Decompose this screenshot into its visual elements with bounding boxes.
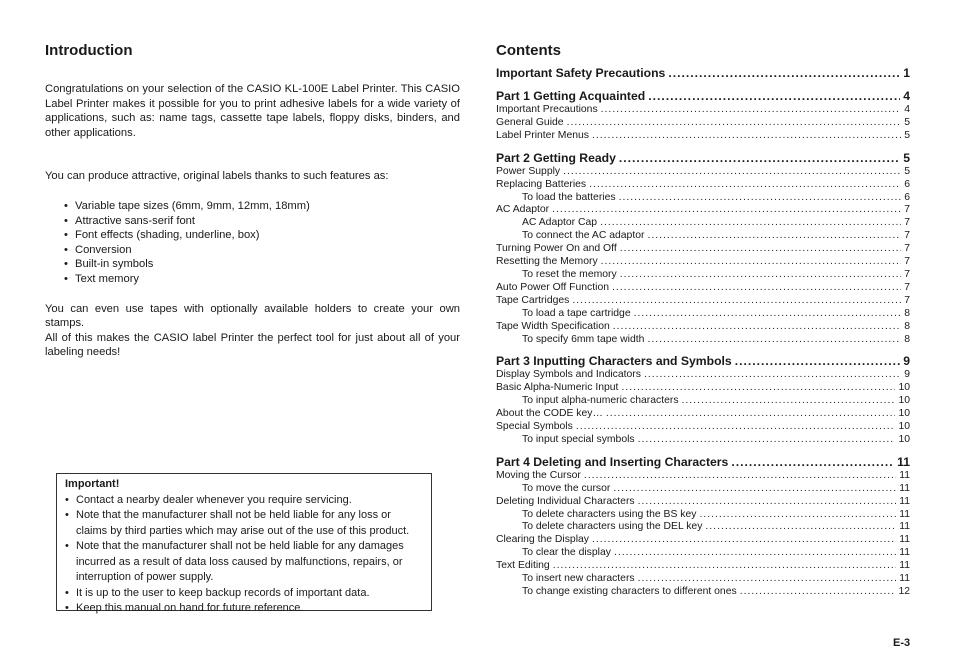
toc-subentry-page: 11 [899, 573, 910, 585]
toc-subentry-title: To specify 6mm tape width [522, 333, 645, 345]
toc-entry [496, 421, 910, 434]
toc-entry-page: 7 [904, 256, 910, 268]
toc-entry-title: Important Precautions [496, 104, 598, 115]
contents-heading: Contents [496, 42, 561, 59]
dot-leader [614, 547, 896, 560]
toc-subentry [496, 483, 910, 496]
dot-leader [613, 321, 901, 334]
dot-leader [619, 192, 902, 205]
toc-entry-page: 9 [904, 369, 910, 381]
toc-entry [496, 369, 910, 382]
dot-leader [601, 104, 902, 117]
feature-item: • Built-in symbols [45, 257, 460, 272]
toc-section-heading [496, 151, 910, 166]
toc-entry [496, 408, 910, 421]
toc-entry [496, 321, 910, 334]
dot-leader [592, 130, 901, 143]
toc-entry [496, 382, 910, 395]
dot-leader [634, 308, 902, 321]
important-item: • Keep this manual on hand for future reference. [65, 601, 423, 617]
dot-leader [584, 470, 896, 483]
page-number: E-3 [893, 637, 911, 649]
toc-section-heading-page: 1 [903, 66, 910, 80]
dot-leader [619, 151, 900, 166]
dot-leader [648, 89, 900, 104]
dot-leader [638, 434, 896, 447]
toc-entry-title: AC Adaptor [496, 204, 550, 216]
dot-leader [600, 217, 901, 230]
toc-subentry-title: To delete characters using the DEL key [522, 521, 703, 533]
toc-section-heading [496, 354, 910, 369]
toc-subentry-page: 11 [899, 482, 910, 494]
important-item: • Note that the manufacturer shall not be held liable for any loss or claims by third parties which may arise out of the use of this product. [65, 508, 423, 539]
dot-leader [601, 256, 902, 269]
toc-entry [496, 104, 910, 117]
dot-leader [613, 483, 896, 496]
toc-subentry-page: 7 [904, 217, 910, 229]
toc-subentry-title: To reset the memory [522, 268, 617, 280]
toc-entry-title: Special Symbols [496, 421, 573, 433]
toc-section-heading-title: Part 4 Deleting and Inserting Characters [496, 454, 729, 469]
toc-subentry-page: 7 [904, 268, 910, 280]
intro-paragraph-4: All of this makes the CASIO label Printer the perfect tool for just about all of your labeling needs! [45, 331, 460, 359]
toc-entry-title: Text Editing [496, 560, 550, 572]
toc-entry-title: General Guide [496, 116, 564, 128]
dot-leader [567, 117, 902, 130]
dot-leader [731, 455, 894, 470]
toc-entry [496, 534, 910, 547]
toc-entry-page: 5 [904, 129, 910, 141]
dot-leader [612, 282, 901, 295]
toc-entry-title: Tape Width Specification [496, 320, 610, 332]
intro-paragraph-3: You can even use tapes with optionally available holders to create your own stamps. [45, 302, 460, 330]
toc-entry [496, 166, 910, 179]
toc-section-heading-title: Part 3 Inputting Characters and Symbols [496, 354, 732, 369]
toc-entry-page: 10 [898, 408, 910, 420]
toc-entry-title: Clearing the Display [496, 534, 589, 546]
toc-subentry-page: 11 [899, 508, 910, 520]
feature-item: • Font effects (shading, underline, box) [45, 228, 460, 243]
toc-entry-page: 7 [904, 281, 910, 293]
toc-subentry-title: To delete characters using the BS key [522, 508, 697, 520]
important-notice-box [56, 473, 432, 614]
toc-entry [496, 560, 910, 573]
toc-entry-title: Deleting Individual Characters [496, 495, 635, 507]
dot-leader [699, 509, 896, 522]
toc-subentry-title: To insert new characters [522, 573, 635, 585]
toc-subentry-page: 10 [898, 433, 910, 445]
important-item: • Note that the manufacturer shall not be held liable for any damages incurred as a result of data loss caused by malfunctions, repairs, or interruption of power supply. [65, 539, 423, 586]
dot-leader [552, 204, 901, 217]
toc-entry-page: 7 [904, 204, 910, 216]
toc-entry-title: About the CODE key… [496, 408, 603, 420]
toc-entry [496, 470, 910, 483]
toc-subentry [496, 586, 910, 599]
toc-subentry [496, 269, 910, 282]
toc-entry-title: Auto Power Off Function [496, 281, 610, 293]
toc-subentry-title: To load the batteries [522, 191, 616, 203]
dot-leader [553, 560, 896, 573]
dot-leader [705, 521, 896, 534]
toc-subentry [496, 434, 910, 447]
toc-subentry [496, 230, 910, 243]
toc-entry [496, 130, 910, 143]
toc-subentry-page: 12 [898, 586, 910, 597]
toc-subentry [496, 308, 910, 321]
toc-entry-page: 11 [899, 495, 910, 507]
intro-paragraph-2: You can produce attractive, original labels thanks to such features as: [45, 170, 389, 183]
toc-entry-title: Replacing Batteries [496, 178, 587, 190]
dot-leader [638, 496, 897, 509]
toc-subentry-title: To input special symbols [522, 433, 635, 445]
toc-entry [496, 295, 910, 308]
dot-leader [576, 421, 896, 434]
toc-subentry-page: 11 [899, 521, 910, 533]
toc-subentry [496, 521, 910, 534]
table-of-contents [496, 66, 910, 599]
feature-item: • Conversion [45, 243, 460, 258]
feature-item: • Variable tape sizes (6mm, 9mm, 12mm, 18mm) [45, 199, 460, 214]
introduction-heading: Introduction [45, 42, 133, 59]
introduction-column [45, 40, 460, 360]
toc-section-heading-page: 5 [903, 150, 910, 165]
dot-leader [589, 179, 901, 192]
toc-subentry [496, 573, 910, 586]
toc-subentry [496, 192, 910, 205]
intro-paragraph-1: Congratulations on your selection of the CASIO KL-100E Label Printer. This CASIO Label Printer makes it possible for you to print adhesive labels for a wide variety of applications, such as: name tags, cassette tape labels, floppy disks, binders, and other applications. [45, 83, 460, 139]
toc-entry-page: 5 [904, 165, 910, 177]
toc-entry-title: Basic Alpha-Numeric Input [496, 382, 619, 394]
toc-subentry-page: 8 [904, 307, 910, 319]
dot-leader [563, 166, 901, 179]
dot-leader [668, 66, 900, 81]
toc-entry [496, 282, 910, 295]
dot-leader [647, 230, 901, 243]
toc-entry [496, 496, 910, 509]
toc-subentry [496, 217, 910, 230]
toc-entry-page: 11 [899, 469, 910, 481]
toc-entry-page: 11 [899, 560, 910, 572]
dot-leader [735, 354, 901, 369]
toc-section-heading-page: 11 [897, 454, 910, 469]
dot-leader [620, 269, 902, 282]
toc-entry [496, 179, 910, 192]
toc-subentry-page: 6 [904, 191, 910, 203]
important-list [65, 493, 423, 617]
toc-entry-title: Moving the Cursor [496, 469, 581, 481]
toc-section-heading [496, 66, 910, 81]
feature-list [45, 199, 460, 287]
toc-subentry [496, 509, 910, 522]
feature-item: • Attractive sans-serif font [45, 214, 460, 229]
toc-subentry [496, 395, 910, 408]
toc-entry-page: 8 [904, 320, 910, 332]
toc-section-heading-page: 9 [903, 354, 910, 369]
toc-entry-page: 10 [898, 382, 910, 394]
toc-entry-title: Label Printer Menus [496, 129, 589, 141]
toc-section-heading-title: Important Safety Precautions [496, 66, 666, 80]
toc-entry [496, 243, 910, 256]
toc-subentry-title: To clear the display [522, 547, 611, 559]
toc-entry [496, 117, 910, 130]
dot-leader [644, 369, 901, 382]
toc-section-heading-title: Part 2 Getting Ready [496, 150, 616, 165]
dot-leader [740, 586, 896, 599]
important-item: • It is up to the user to keep backup records of important data. [65, 586, 423, 602]
toc-subentry [496, 334, 910, 347]
toc-entry-title: Turning Power On and Off [496, 243, 617, 255]
toc-entry-title: Tape Cartridges [496, 294, 570, 306]
toc-entry-page: 7 [904, 294, 910, 306]
toc-entry [496, 204, 910, 217]
toc-section-heading [496, 455, 910, 470]
toc-subentry-page: 11 [899, 547, 910, 559]
important-title: Important! [65, 478, 120, 490]
toc-entry-page: 4 [904, 104, 910, 115]
dot-leader [638, 573, 897, 586]
toc-entry-title: Resetting the Memory [496, 256, 598, 268]
toc-subentry-page: 10 [898, 395, 910, 407]
toc-entry-page: 10 [898, 421, 910, 433]
feature-item: • Text memory [45, 272, 460, 287]
toc-subentry-title: To load a tape cartridge [522, 307, 631, 319]
important-item: • Contact a nearby dealer whenever you require servicing. [65, 493, 423, 509]
toc-entry-page: 7 [904, 243, 910, 255]
toc-subentry-title: To connect the AC adaptor [522, 230, 645, 242]
contents-column [496, 40, 910, 599]
dot-leader [606, 408, 896, 421]
toc-subentry-title: To change existing characters to different ones [522, 586, 737, 597]
dot-leader [647, 334, 901, 347]
toc-entry [496, 256, 910, 269]
dot-leader [621, 382, 895, 395]
toc-section-heading-title: Part 1 Getting Acquainted [496, 89, 646, 103]
dot-leader [592, 534, 896, 547]
toc-entry-page: 11 [899, 534, 910, 546]
toc-subentry-page: 8 [904, 333, 910, 345]
toc-subentry-page: 7 [904, 230, 910, 242]
toc-entry-title: Display Symbols and Indicators [496, 369, 641, 381]
toc-subentry [496, 547, 910, 560]
dot-leader [620, 243, 902, 256]
toc-entry-title: Power Supply [496, 165, 561, 177]
toc-subentry-title: AC Adaptor Cap [522, 217, 598, 229]
toc-subentry-title: To move the cursor [522, 482, 611, 494]
dot-leader [682, 395, 896, 408]
toc-entry-page: 5 [904, 116, 910, 128]
toc-entry-page: 6 [904, 178, 910, 190]
dot-leader [572, 295, 901, 308]
toc-subentry-title: To input alpha-numeric characters [522, 395, 679, 407]
toc-section-heading-page: 4 [903, 89, 910, 103]
toc-section-heading [496, 89, 910, 104]
